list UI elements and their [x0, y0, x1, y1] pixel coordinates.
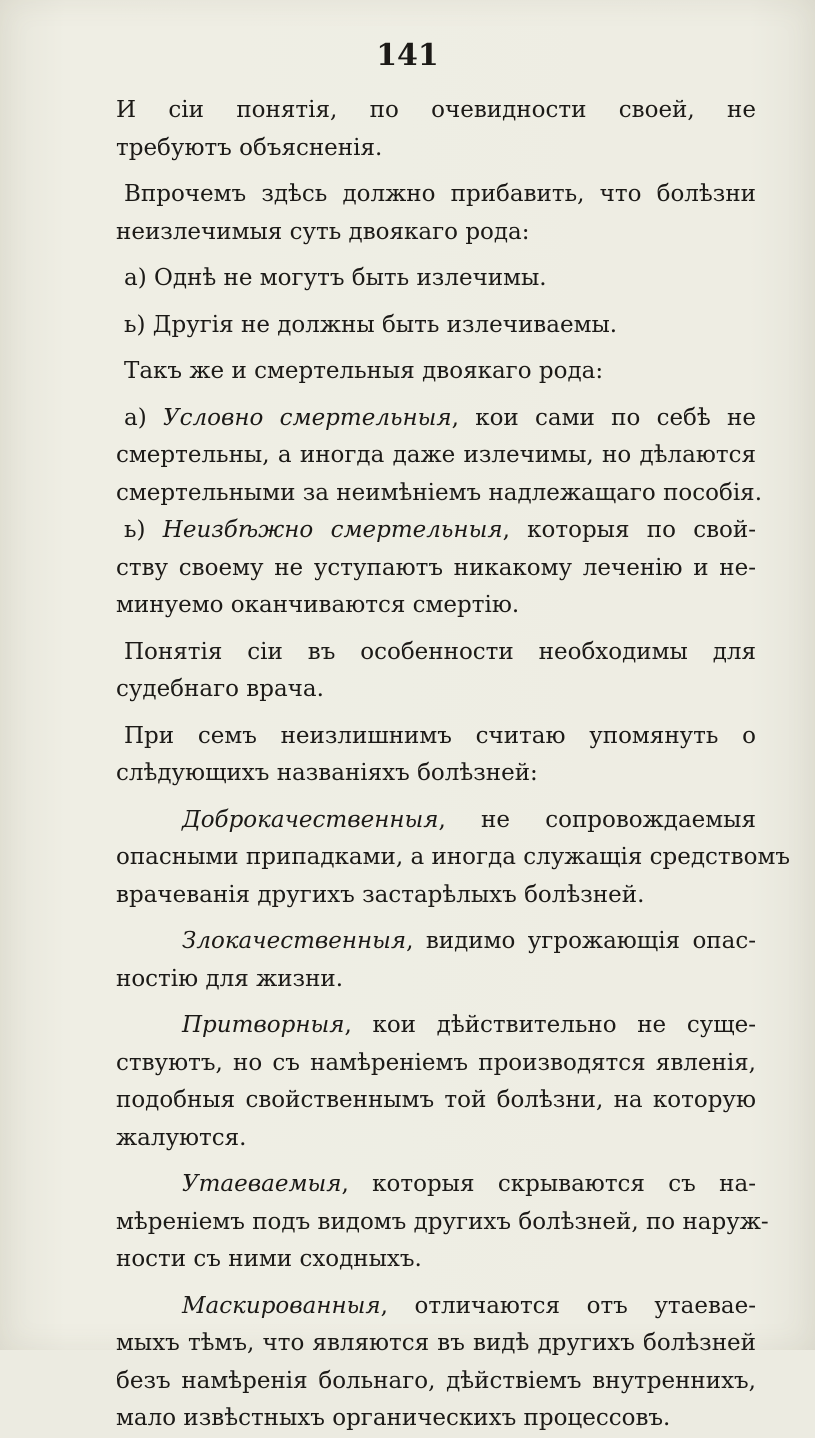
paragraph-9	[116, 718, 756, 793]
paragraph-3	[116, 260, 756, 298]
text-line	[116, 512, 756, 550]
text-line	[116, 1288, 756, 1326]
italic-term: Условно смертельныя	[162, 404, 452, 431]
text-line: смертельны, а иногда даже излечимы, но дѣлаются	[116, 442, 756, 468]
italic-term: Утаеваемыя	[182, 1171, 342, 1197]
paragraph-6	[116, 400, 762, 513]
line-rest: , которыя по свой-	[502, 517, 757, 543]
text-line: мыхъ тѣмъ, что являются въ видѣ другихъ болѣзней	[116, 1330, 756, 1356]
paragraph-8	[116, 634, 756, 709]
italic-term: Неизбѣжно смертельныя	[162, 517, 503, 543]
text-line: Впрочемъ здѣсь должно прибавить, что болѣзни	[124, 181, 756, 207]
text-line: ь) Другія не должны быть излечиваемы.	[124, 311, 618, 338]
line-rest: , кои дѣйствительно не суще-	[344, 1012, 756, 1038]
paragraph-2	[116, 176, 756, 251]
text-line: мѣреніемъ подъ видомъ другихъ болѣзней, по наруж-	[116, 1208, 769, 1235]
text-line: ству своему не уступаютъ никакому леченію и не-	[116, 554, 756, 581]
line-rest: , кои сами по себѣ не	[451, 404, 756, 431]
text-line: неизлечимыя суть двоякаго рода:	[116, 218, 530, 245]
text-line: смертельными за неимѣніемъ надлежащаго пособія.	[116, 479, 762, 506]
text-line: безъ намѣренія больнаго, дѣйствіемъ внутреннихъ,	[116, 1367, 756, 1394]
text-line	[116, 1007, 756, 1045]
text-line	[116, 923, 756, 961]
italic-term: Притворныя	[182, 1012, 345, 1038]
line-rest: , видимо угрожающія опас-	[406, 928, 756, 954]
italic-term: Доброкачественныя	[182, 806, 439, 833]
text-line: ствуютъ, но съ намѣреніемъ производятся явленія,	[116, 1049, 756, 1076]
page-number: 141	[376, 38, 439, 73]
text-line: При семъ неизлишнимъ считаю упомянуть о	[124, 722, 756, 749]
paragraph-7	[116, 512, 756, 625]
text-line: опасными припадками, а иногда служащія средствомъ	[116, 844, 790, 870]
paragraph-13	[116, 1166, 769, 1279]
text-line	[116, 400, 756, 438]
paragraph-4	[116, 307, 756, 345]
paragraph-12	[116, 1007, 756, 1157]
paragraph-10	[116, 802, 790, 915]
text-line: минуемо оканчиваются смертію.	[116, 592, 520, 618]
italic-term: Маскированныя	[182, 1292, 381, 1319]
text-line: Такъ же и смертельныя двоякаго рода:	[124, 358, 604, 384]
line-rest: , отличаются отъ утаевае-	[380, 1292, 756, 1319]
text-line: мало извѣстныхъ органическихъ процессовъ.	[116, 1405, 671, 1431]
line-rest: , которыя скрываются съ на-	[341, 1171, 756, 1197]
text-line: требуютъ объясненія.	[116, 134, 383, 161]
paragraph-11	[116, 923, 756, 998]
italic-term: Злокачественныя	[182, 928, 407, 954]
body-text	[116, 92, 790, 1438]
text-line	[116, 802, 756, 840]
text-line: a) Однѣ не могутъ быть излечимы.	[124, 265, 547, 291]
text-line: врачеванія другихъ застарѣлыхъ болѣзней.	[116, 881, 645, 908]
text-line: слѣдующихъ названіяхъ болѣзней:	[116, 760, 538, 786]
text-line: ностію для жизни.	[116, 965, 344, 992]
list-marker: ь)	[124, 517, 163, 543]
text-line: ности съ ними сходныхъ.	[116, 1246, 422, 1272]
paragraph-14	[116, 1288, 756, 1438]
text-line: подобныя свойственнымъ той болѣзни, на которую	[116, 1087, 756, 1113]
text-line: судебнаго врача.	[116, 676, 324, 702]
list-marker: a)	[124, 404, 163, 431]
paragraph-5	[116, 353, 756, 391]
text-line	[116, 1166, 756, 1204]
text-line: И сіи понятія, по очевидности своей, не	[116, 97, 756, 123]
line-rest: , не сопровождаемыя	[438, 806, 756, 833]
text-line: Понятія сіи въ особенности необходимы для	[124, 638, 756, 665]
paragraph-1	[116, 92, 756, 167]
text-line: жалуются.	[116, 1124, 247, 1151]
